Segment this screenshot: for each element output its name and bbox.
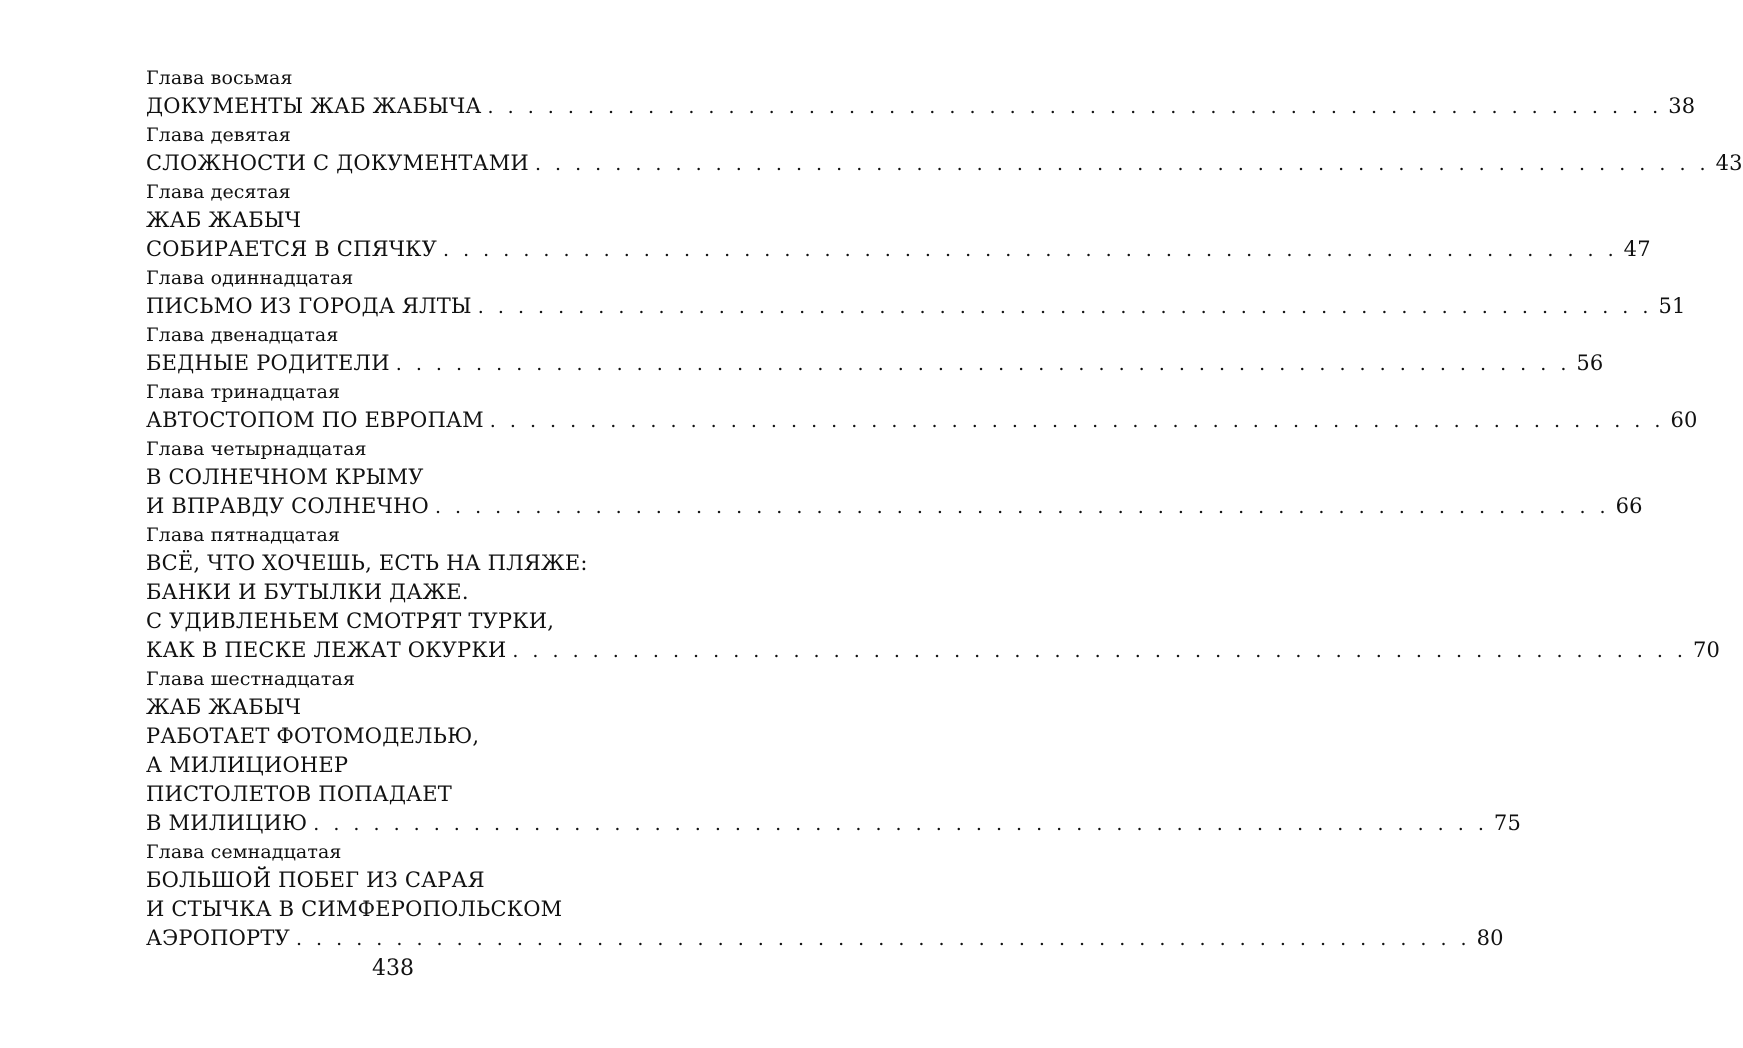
chapter-title-text: КАК В ПЕСКЕ ЛЕЖАТ ОКУРКИ (146, 638, 507, 662)
chapter-title-final-line (146, 809, 1522, 838)
dot-leader: . . . . . . . . . . . . . . . . . . . . . . . . . . . . . . . . . . . . . . . . . . . . . . . . . . . . . . . . . . . (489, 410, 1665, 432)
chapter-label: Глава пятнадцатая (146, 524, 340, 546)
chapter-title-text: АВТОСТОПОМ ПО ЕВРОПАМ (146, 408, 484, 432)
chapter-title-final-line (146, 492, 1643, 521)
chapter-title-line: БОЛЬШОЙ ПОБЕГ ИЗ САРАЯ (146, 868, 485, 892)
dot-leader: . . . . . . . . . . . . . . . . . . . . . . . . . . . . . . . . . . . . . . . . . . . . . . . . . . . . . . . . . . . (512, 640, 1687, 662)
toc-entry (146, 121, 1743, 178)
dot-leader: . . . . . . . . . . . . . . . . . . . . . . . . . . . . . . . . . . . . . . . . . . . . . . . . . . . . . . . . . . . (443, 239, 1618, 261)
chapter-title-final-line (146, 149, 1743, 178)
chapter-title-text: И ВПРАВДУ СОЛНЕЧНО (146, 494, 429, 518)
dot-leader: . . . . . . . . . . . . . . . . . . . . . . . . . . . . . . . . . . . . . . . . . . . . . . . . . . . . . . . . . . . (477, 296, 1653, 318)
page-number: 438 (372, 956, 414, 981)
chapter-title-text: ПИСЬМО ИЗ ГОРОДА ЯЛТЫ (146, 294, 472, 318)
toc-entry (146, 264, 1686, 321)
chapter-title-line: А МИЛИЦИОНЕР (146, 753, 349, 777)
chapter-title-line: ЖАБ ЖАБЫЧ (146, 208, 302, 232)
dot-leader: . . . . . . . . . . . . . . . . . . . . . . . . . . . . . . . . . . . . . . . . . . . . . . . . . . . . . . . . . . . (534, 153, 1710, 175)
dot-leader: . . . . . . . . . . . . . . . . . . . . . . . . . . . . . . . . . . . . . . . . . . . . . . . . . . . . . . . . . . . (487, 96, 1663, 118)
chapter-page-number: 66 (1615, 494, 1643, 518)
chapter-title-final-line (146, 349, 1604, 378)
chapter-page-number: 60 (1670, 408, 1698, 432)
chapter-title-final-line (146, 924, 1504, 953)
chapter-title-final-line (146, 292, 1686, 321)
chapter-title-line: РАБОТАЕТ ФОТОМОДЕЛЬЮ, (146, 724, 480, 748)
chapter-page-number: 75 (1493, 811, 1522, 835)
chapter-title-line: В СОЛНЕЧНОМ КРЫМУ (146, 465, 424, 489)
chapter-label: Глава тринадцатая (146, 381, 341, 403)
toc-entry (146, 521, 1721, 665)
chapter-title-text: ДОКУМЕНТЫ ЖАБ ЖАБЫЧА (146, 94, 482, 118)
chapter-page-number: 38 (1668, 94, 1696, 118)
chapter-title-text: СОБИРАЕТСЯ В СПЯЧКУ (146, 237, 438, 261)
chapter-title-line: ЖАБ ЖАБЫЧ (146, 695, 302, 719)
chapter-label: Глава десятая (146, 181, 291, 203)
chapter-page-number: 51 (1658, 294, 1686, 318)
chapter-title-text: БЕДНЫЕ РОДИТЕЛИ (146, 351, 390, 375)
dot-leader: . . . . . . . . . . . . . . . . . . . . . . . . . . . . . . . . . . . . . . . . . . . . . . . . . . . . . . . . . . . (434, 496, 1610, 518)
chapter-title-final-line (146, 636, 1721, 665)
chapter-label: Глава шестнадцатая (146, 668, 355, 690)
chapter-page-number: 47 (1623, 237, 1651, 261)
chapter-page-number: 43 (1715, 151, 1743, 175)
toc-entry (146, 321, 1604, 378)
dot-leader: . . . . . . . . . . . . . . . . . . . . . . . . . . . . . . . . . . . . . . . . . . . . . . . . . . . . . . . . . . . (313, 813, 1488, 835)
chapter-page-number: 56 (1576, 351, 1604, 375)
toc-entry (146, 665, 1522, 838)
table-of-contents (146, 64, 1743, 953)
chapter-page-number: 80 (1476, 926, 1504, 950)
chapter-title-final-line (146, 235, 1651, 264)
chapter-label: Глава восьмая (146, 67, 293, 89)
chapter-title-text: СЛОЖНОСТИ С ДОКУМЕНТАМИ (146, 151, 529, 175)
chapter-title-line: ВСЁ, ЧТО ХОЧЕШЬ, ЕСТЬ НА ПЛЯЖЕ: (146, 551, 588, 575)
chapter-title-text: В МИЛИЦИЮ (146, 811, 308, 835)
chapter-label: Глава четырнадцатая (146, 438, 367, 460)
toc-entry (146, 838, 1504, 953)
toc-entry (146, 64, 1696, 121)
chapter-label: Глава семнадцатая (146, 841, 342, 863)
chapter-title-line: БАНКИ И БУТЫЛКИ ДАЖЕ. (146, 580, 469, 604)
dot-leader: . . . . . . . . . . . . . . . . . . . . . . . . . . . . . . . . . . . . . . . . . . . . . . . . . . . . . . . . . . . (395, 353, 1571, 375)
chapter-title-final-line (146, 92, 1696, 121)
dot-leader: . . . . . . . . . . . . . . . . . . . . . . . . . . . . . . . . . . . . . . . . . . . . . . . . . . . . . . . . . . . (295, 928, 1471, 950)
toc-entry (146, 435, 1643, 521)
chapter-title-final-line (146, 406, 1698, 435)
toc-entry (146, 378, 1698, 435)
chapter-label: Глава одиннадцатая (146, 267, 354, 289)
chapter-title-text: АЭРОПОРТУ (146, 926, 290, 950)
chapter-title-line: И СТЫЧКА В СИМФЕРОПОЛЬСКОМ (146, 897, 563, 921)
chapter-title-line: ПИСТОЛЕТОВ ПОПАДАЕТ (146, 782, 452, 806)
chapter-label: Глава двенадцатая (146, 324, 339, 346)
chapter-label: Глава девятая (146, 124, 291, 146)
toc-entry (146, 178, 1651, 264)
chapter-title-line: С УДИВЛЕНЬЕМ СМОТРЯТ ТУРКИ, (146, 609, 555, 633)
chapter-page-number: 70 (1692, 638, 1721, 662)
